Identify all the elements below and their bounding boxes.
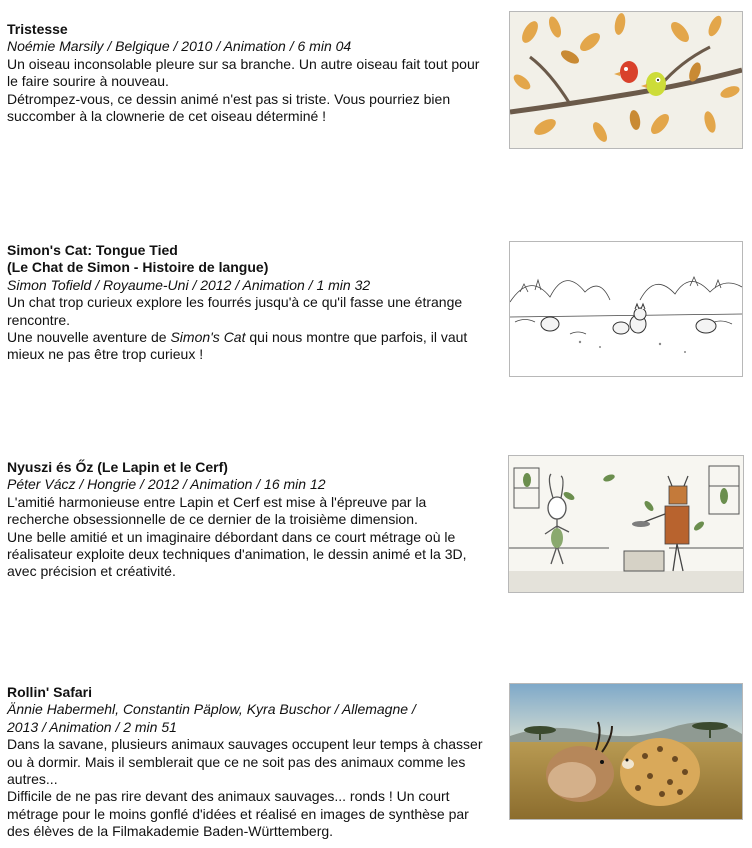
film-meta: Ännie Habermehl, Constantin Päplow, Kyra Buschor / Allemagne / (7, 701, 416, 718)
description-paragraph: Un chat trop curieux explore les fourrés jusqu'à ce qu'il fasse une étrange rencontre. (7, 294, 463, 328)
description-paragraph: Dans la savane, plusieurs animaux sauvages occupent leur temps à chasser ou à dormir. Mais il semblerait que ce ne soit pas des animaux comme les autres... (7, 736, 483, 788)
description-text: qui nous montre que parfois, il vaut mieux ne pas être trop curieux ! (7, 329, 468, 363)
description-paragraph: Un oiseau inconsolable pleure sur sa branche. Un autre oiseau fait tout pour le faire sourire à nouveau. (7, 55, 480, 90)
film-still-simons-cat (509, 241, 743, 377)
film-title: Nyuszi és Őz (Le Lapin et le Cerf) (7, 459, 228, 475)
description-paragraph (7, 329, 492, 364)
description-paragraph: Difficile de ne pas rire devant des animaux sauvages... ronds ! Un court métrage pour le moins gonflé d'idées et réalisé en images de synthèse par des élèves de la Filmakademie Baden-Württemberg. (7, 788, 469, 840)
description-paragraph: Une belle amitié et un imaginaire débordant dans ce court métrage où le réalisateur exploite deux techniques d'animation, le dessin animé et la 3D, avec précision et créativité. (7, 528, 467, 580)
film-title: Tristesse (7, 21, 68, 37)
film-title: Simon's Cat: Tongue Tied (7, 242, 178, 258)
film-title-translation: (Le Chat de Simon - Histoire de langue) (7, 259, 269, 276)
film-meta: Péter Vácz / Hongrie / 2012 / Animation / 16 min 12 (7, 476, 326, 493)
description-text: Une nouvelle aventure de (7, 329, 171, 346)
film-entry-tristesse (7, 21, 492, 125)
film-description (7, 294, 492, 364)
film-description (7, 56, 492, 126)
film-title: Rollin' Safari (7, 684, 93, 700)
film-entry-rollin-safari (7, 684, 492, 841)
description-emphasis: Simon's Cat (170, 329, 246, 346)
cat-sketch-illustration (510, 242, 742, 376)
rabbit-deer-kitchen-illustration (509, 456, 743, 592)
film-description (7, 736, 492, 840)
description-paragraph: L'amitié harmonieuse entre Lapin et Cerf est mise à l'épreuve par la recherche obsessionnelle de ce dernier de la troisième dimension. (7, 493, 427, 528)
film-still-tristesse (509, 11, 743, 149)
film-still-rollin-safari (509, 683, 743, 820)
film-still-nyuszi-es-oz (508, 455, 744, 593)
film-description (7, 494, 492, 581)
film-entry-nyuszi-es-oz (7, 459, 492, 581)
round-animals-savanna-illustration (510, 684, 742, 819)
birds-on-branch-illustration (510, 12, 742, 148)
film-meta: Noémie Marsily / Belgique / 2010 / Animation / 6 min 04 (7, 38, 352, 55)
description-paragraph: Détrompez-vous, ce dessin animé n'est pas si triste. Vous pourriez bien succomber à la clownerie de cet oiseau déterminé ! (7, 90, 451, 125)
film-meta: Simon Tofield / Royaume-Uni / 2012 / Animation / 1 min 32 (7, 276, 371, 293)
film-entry-simons-cat (7, 242, 492, 364)
film-meta: 2013 / Animation / 2 min 51 (7, 718, 177, 735)
